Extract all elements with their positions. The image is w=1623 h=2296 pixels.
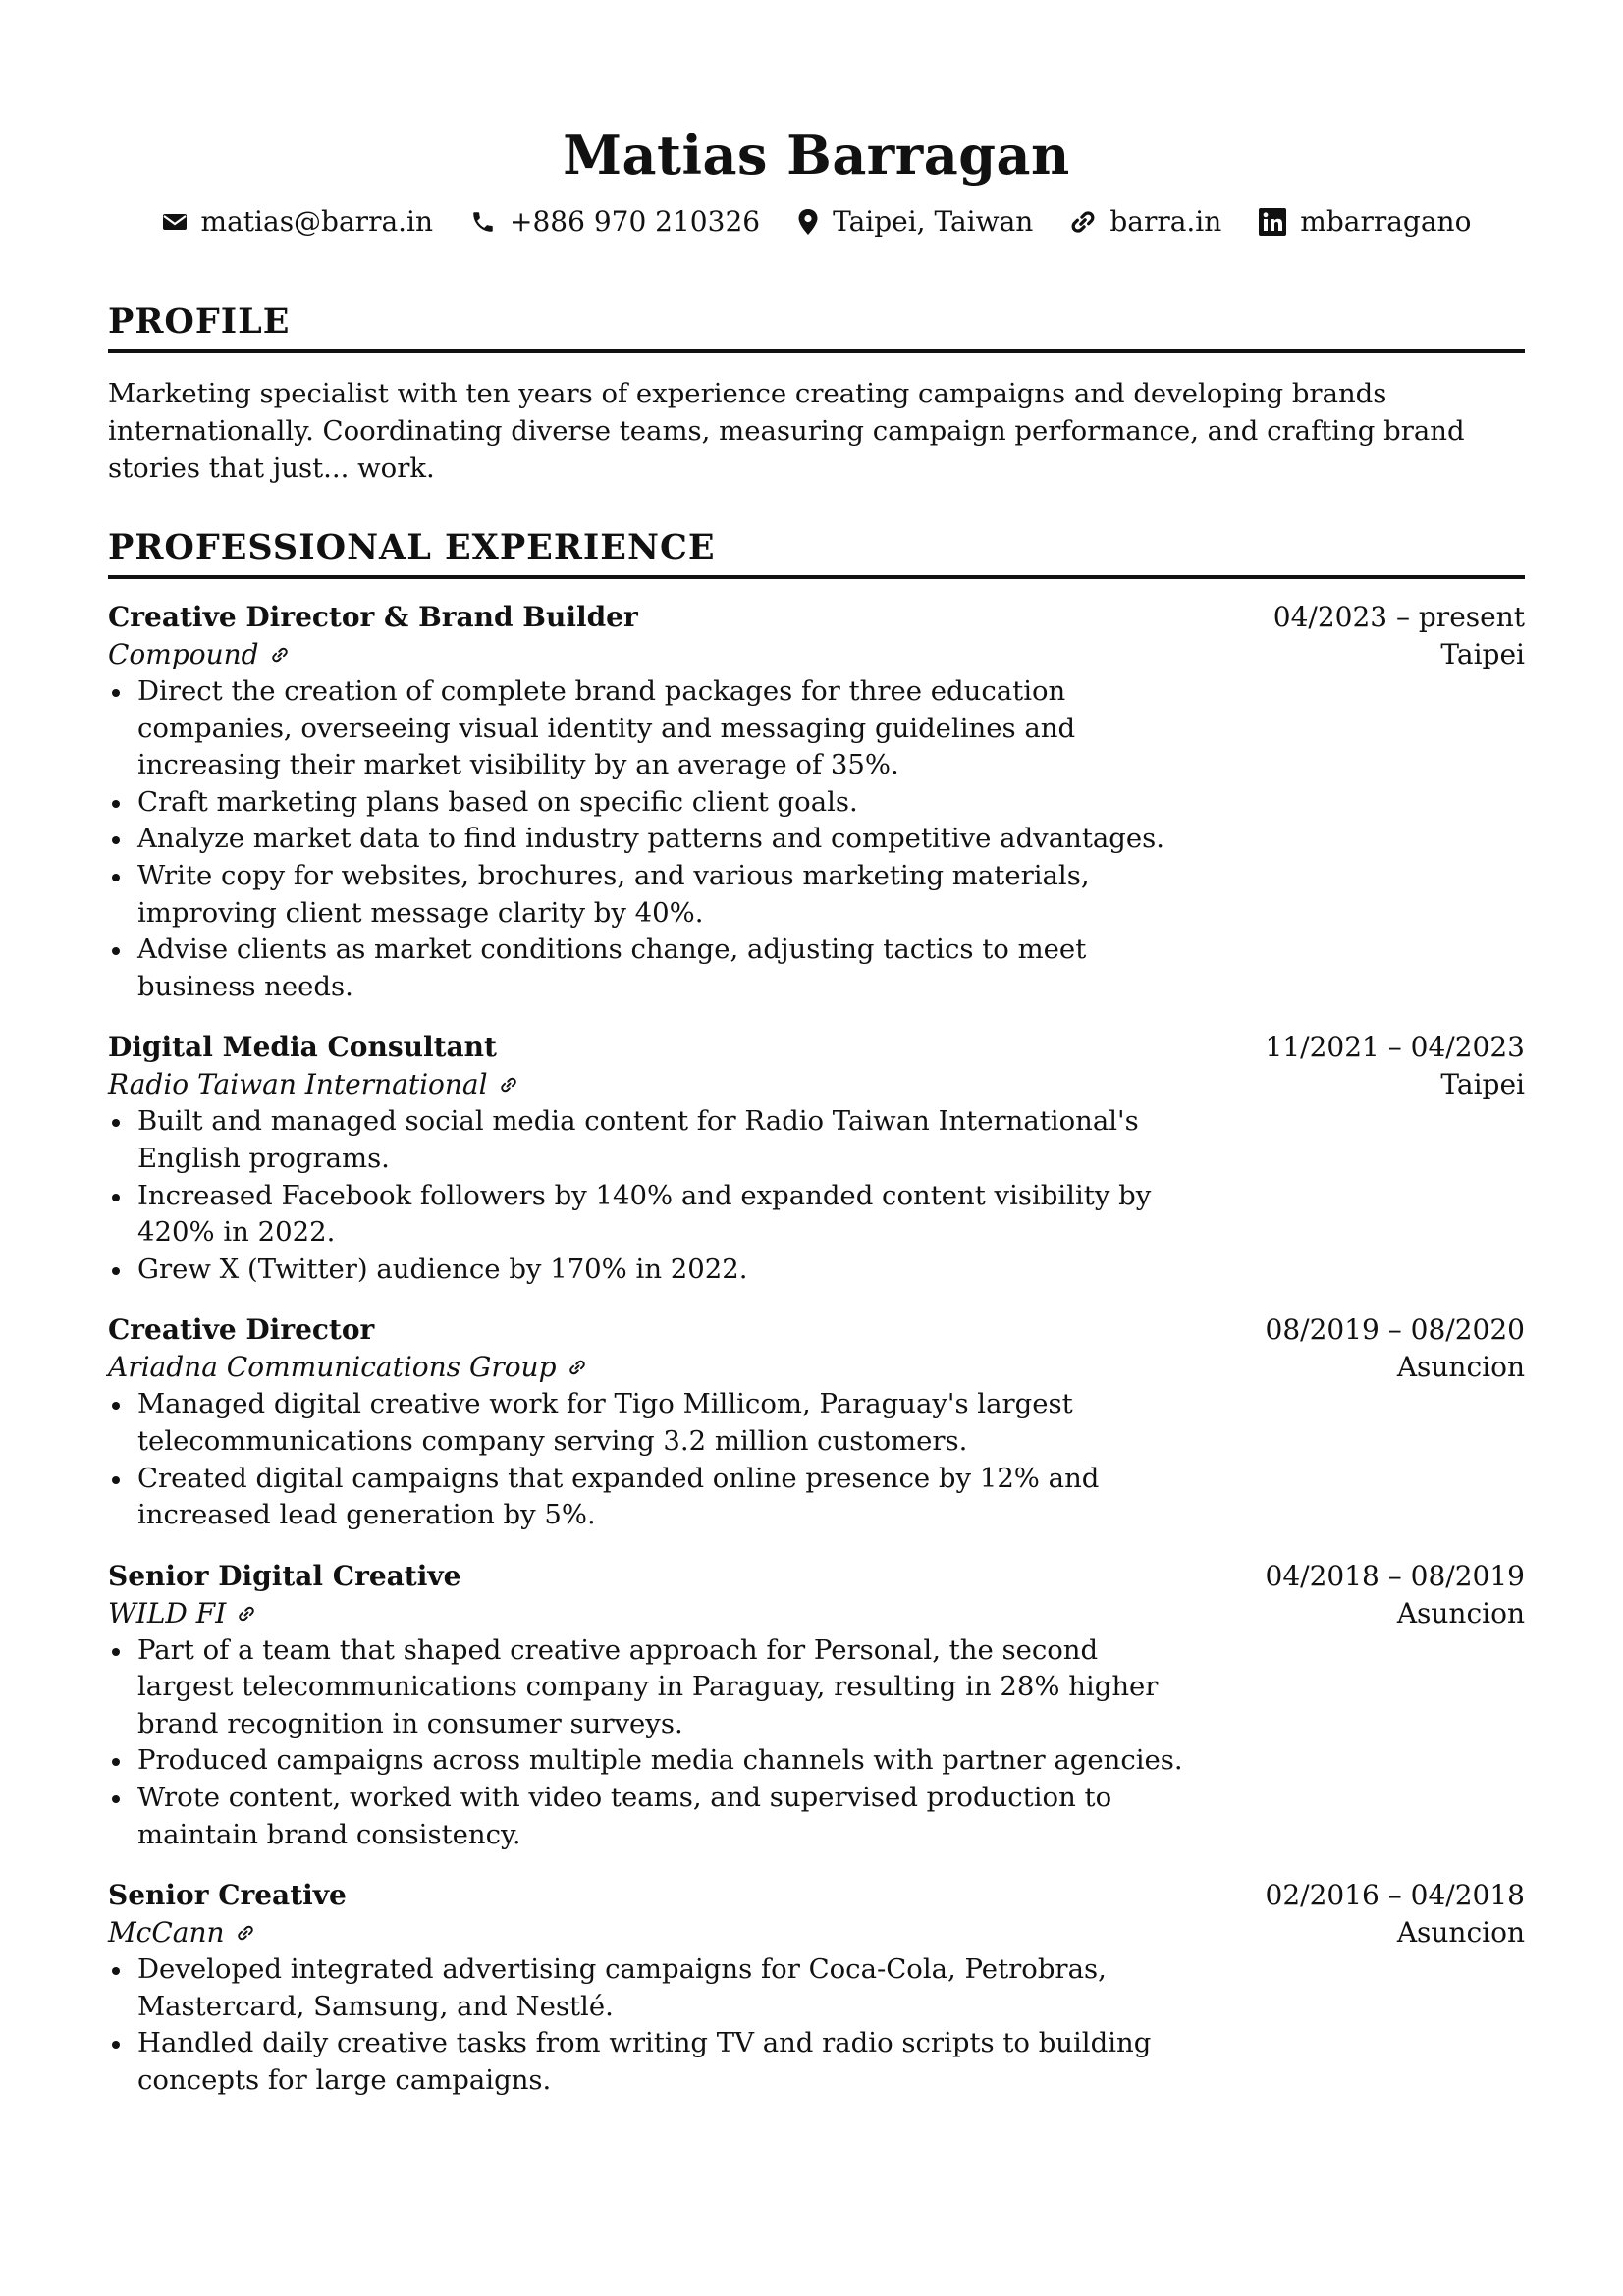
link-icon	[238, 1605, 255, 1623]
job-bullets	[108, 1103, 1188, 1288]
job-title: Creative Director & Brand Builder	[108, 601, 638, 633]
linkedin-icon	[1259, 208, 1286, 236]
list-item: Craft marketing plans based on specific client goals.	[108, 784, 1188, 822]
experience-section	[108, 526, 1525, 2100]
list-item: Grew X (Twitter) audience by 170% in 2022.	[108, 1252, 1188, 1289]
list-item: Wrote content, worked with video teams, and supervised production to maintain brand consistency.	[108, 1780, 1188, 1853]
list-item: Increased Facebook followers by 140% and expanded content visibility by 420% in 2022.	[108, 1178, 1188, 1252]
contact-phone-text: +886 970 210326	[510, 205, 761, 238]
job-location: Asuncion	[1396, 1916, 1525, 1949]
link-icon	[500, 1076, 517, 1094]
profile-section	[108, 300, 1525, 487]
contact-email-text: matias@barra.in	[200, 205, 434, 238]
list-item: Write copy for websites, brochures, and various marketing materials, improving client message clarity by 40%.	[108, 858, 1188, 932]
job-entry	[108, 1029, 1525, 1288]
job-entry	[108, 1311, 1525, 1533]
phone-icon	[470, 209, 496, 235]
job-dates: 02/2016 – 04/2018	[1265, 1879, 1525, 1912]
job-entry	[108, 1877, 1525, 2099]
job-bullets	[108, 1632, 1188, 1854]
company-name: McCann	[108, 1916, 225, 1949]
list-item: Created digital campaigns that expanded online presence by 12% and increased lead generation by 5%.	[108, 1461, 1188, 1534]
list-item: Developed integrated advertising campaigns for Coca-Cola, Petrobras, Mastercard, Samsung, and Nestlé.	[108, 1951, 1188, 2025]
job-bullets	[108, 673, 1188, 1005]
company-link[interactable]	[108, 1349, 586, 1386]
contact-location-text: Taipei, Taiwan	[833, 205, 1034, 238]
experience-heading: PROFESSIONAL EXPERIENCE	[108, 526, 1525, 579]
company-name: WILD FI	[108, 1596, 227, 1629]
job-bullets	[108, 1951, 1188, 2099]
list-item: Built and managed social media content for Radio Taiwan International's English programs.	[108, 1103, 1188, 1177]
profile-heading: PROFILE	[108, 300, 1525, 353]
link-icon	[237, 1924, 254, 1942]
link-icon	[1070, 209, 1096, 235]
contact-website-text: barra.in	[1109, 205, 1222, 238]
company-name: Compound	[108, 638, 259, 670]
job-location: Taipei	[1440, 1068, 1525, 1101]
list-item: Produced campaigns across multiple media channels with partner agencies.	[108, 1742, 1188, 1780]
job-location: Asuncion	[1396, 1351, 1525, 1384]
list-item: Analyze market data to find industry patterns and competitive advantages.	[108, 821, 1188, 858]
job-location: Taipei	[1440, 638, 1525, 670]
mail-icon	[162, 211, 188, 233]
list-item: Handled daily creative tasks from writing TV and radio scripts to building concepts for large campaigns.	[108, 2025, 1188, 2099]
job-dates: 04/2023 – present	[1272, 601, 1525, 633]
job-title: Digital Media Consultant	[108, 1031, 497, 1064]
contact-website[interactable]	[1070, 202, 1221, 241]
company-name: Radio Taiwan International	[108, 1068, 488, 1101]
candidate-name: Matias Barragan	[563, 124, 1070, 187]
company-link[interactable]	[108, 636, 289, 673]
company-link[interactable]	[108, 1914, 254, 1951]
contact-linkedin[interactable]	[1259, 202, 1471, 241]
list-item: Advise clients as market conditions change, adjusting tactics to meet business needs.	[108, 932, 1188, 1005]
job-dates: 04/2018 – 08/2019	[1265, 1559, 1525, 1592]
contact-phone[interactable]	[470, 202, 760, 241]
profile-summary: Marketing specialist with ten years of experience creating campaigns and developing brands internationally. Coordinating diverse teams, measuring campaign performance, and crafting brand stories that just... work.	[108, 378, 1465, 484]
job-title: Senior Creative	[108, 1879, 347, 1912]
company-link[interactable]	[108, 1595, 255, 1632]
location-icon	[797, 208, 819, 236]
list-item: Part of a team that shaped creative approach for Personal, the second largest telecommunications company in Paraguay, resulting in 28% higher brand recognition in consumer surveys.	[108, 1632, 1188, 1743]
company-link[interactable]	[108, 1066, 517, 1103]
job-bullets	[108, 1386, 1188, 1533]
list-item: Managed digital creative work for Tigo Millicom, Paraguay's largest telecommunications company serving 3.2 million customers.	[108, 1386, 1188, 1460]
contact-email[interactable]	[162, 202, 433, 241]
list-item: Direct the creation of complete brand packages for three education companies, overseeing visual identity and messaging guidelines and increasing their market visibility by an average of 35%.	[108, 673, 1188, 784]
job-title: Senior Digital Creative	[108, 1559, 461, 1592]
job-title: Creative Director	[108, 1313, 375, 1347]
contact-linkedin-text: mbarragano	[1300, 205, 1472, 238]
job-dates: 11/2021 – 04/2023	[1265, 1031, 1525, 1064]
link-icon	[568, 1359, 586, 1376]
job-dates: 08/2019 – 08/2020	[1265, 1313, 1525, 1347]
contact-location	[797, 202, 1033, 241]
link-icon	[271, 646, 289, 664]
company-name: Ariadna Communications Group	[108, 1351, 557, 1384]
contact-bar	[108, 202, 1525, 241]
job-entry	[108, 1558, 1525, 1854]
job-location: Asuncion	[1396, 1596, 1525, 1629]
job-entry	[108, 599, 1525, 1005]
